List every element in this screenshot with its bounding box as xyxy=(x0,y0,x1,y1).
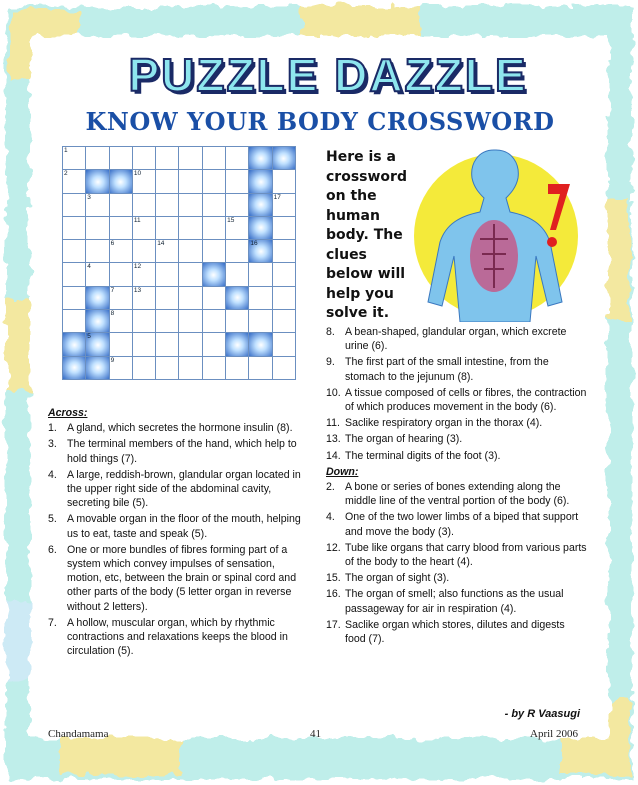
grid-cell[interactable] xyxy=(226,193,249,216)
clue-item-text: A hollow, muscular organ, which by rhythmic contractions and relaxations keeps the blood in circulation (5). xyxy=(67,616,288,658)
grid-cell[interactable] xyxy=(226,310,249,333)
clue-item-text: The terminal digits of the foot (3). xyxy=(345,449,501,462)
grid-cell[interactable] xyxy=(179,333,202,356)
clue-number: 13 xyxy=(133,286,142,294)
crossword-title: KNOW YOUR BODY CROSSWORD xyxy=(85,107,555,136)
grid-cell[interactable] xyxy=(226,356,249,379)
grid-cell[interactable] xyxy=(132,263,155,286)
clue-number: 17 xyxy=(273,193,281,201)
clue-item xyxy=(326,449,588,463)
grid-cell[interactable] xyxy=(63,170,86,193)
clue-item xyxy=(48,616,310,659)
grid-cell[interactable] xyxy=(272,333,295,356)
grid-cell[interactable] xyxy=(109,333,132,356)
down-heading: Down: xyxy=(326,465,359,478)
clue-item-text: A bone or series of bones extending along the middle line of the ventral portion of the body (6). xyxy=(345,481,570,508)
grid-cell[interactable] xyxy=(179,356,202,379)
grid-cell[interactable] xyxy=(249,310,272,333)
grid-cell-shaded xyxy=(226,286,249,309)
grid-cell[interactable] xyxy=(272,216,295,239)
grid-cell[interactable] xyxy=(156,170,179,193)
grid-cell[interactable] xyxy=(179,263,202,286)
grid-cell-shaded xyxy=(226,333,249,356)
grid-cell[interactable] xyxy=(202,310,225,333)
clue-item-text: Tube like organs that carry blood from various parts of the body to the heart (4). xyxy=(345,541,587,569)
clue-item-text: The first part of the small intestine, from the stomach to the jejunum (8). xyxy=(345,356,549,383)
grid-cell[interactable] xyxy=(132,216,155,239)
grid-cell[interactable] xyxy=(132,193,155,216)
banner-title: PUZZLE DAZZLE xyxy=(128,49,528,101)
clue-item xyxy=(326,587,588,615)
grid-cell-shaded xyxy=(63,356,86,379)
human-body-illustration xyxy=(398,144,580,322)
grid-cell[interactable] xyxy=(249,286,272,309)
grid-row xyxy=(63,333,296,356)
grid-cell[interactable] xyxy=(202,356,225,379)
grid-cell[interactable] xyxy=(132,333,155,356)
grid-cell[interactable] xyxy=(86,240,109,263)
grid-cell[interactable] xyxy=(272,170,295,193)
clue-number: 4 xyxy=(87,263,91,271)
clue-item xyxy=(326,480,588,508)
clue-item-text: A movable organ in the floor of the mouth, helping us to eat, taste and speak (5). xyxy=(67,513,301,540)
clue-item-number: 5. xyxy=(48,513,57,526)
grid-cell-shaded xyxy=(86,333,109,356)
grid-row xyxy=(63,216,296,239)
clue-number: 6 xyxy=(110,240,115,248)
clues-left-column xyxy=(48,406,310,660)
grid-row xyxy=(63,310,296,333)
clue-number: 14 xyxy=(157,240,165,248)
clue-number: 10 xyxy=(133,170,142,178)
grid-cell[interactable] xyxy=(132,310,155,333)
clue-number: 15 xyxy=(227,216,235,224)
grid-cell[interactable] xyxy=(156,333,179,356)
grid-cell[interactable] xyxy=(226,263,249,286)
grid-cell[interactable] xyxy=(226,216,249,239)
clue-item xyxy=(48,512,310,540)
clue-item-text: The organ of sight (3). xyxy=(345,572,450,585)
clue-item-text: A tissue composed of cells or fibres, the contraction of which produces movement in the body (6). xyxy=(345,386,587,414)
clue-item-number: 7. xyxy=(48,616,57,629)
grid-cell[interactable] xyxy=(179,147,202,170)
crossword-grid xyxy=(62,146,296,380)
grid-cell[interactable] xyxy=(202,216,225,239)
clue-item-number: 1. xyxy=(48,422,57,435)
grid-cell[interactable] xyxy=(109,240,132,263)
intro-text: Here is a crossword on the human body. The clues below will help you solve it. xyxy=(326,149,407,321)
grid-cell-shaded xyxy=(63,333,86,356)
clue-item-number: 15. xyxy=(326,572,341,585)
grid-cell[interactable] xyxy=(109,356,132,379)
clues-right-column xyxy=(326,325,588,648)
grid-cell[interactable] xyxy=(156,263,179,286)
clue-item-number: 14. xyxy=(326,449,341,462)
grid-cell[interactable] xyxy=(86,216,109,239)
grid-row xyxy=(63,240,296,263)
grid-cell[interactable] xyxy=(179,216,202,239)
grid-cell[interactable] xyxy=(109,147,132,170)
clue-item-number: 11. xyxy=(326,417,340,430)
clue-item-number: 8. xyxy=(326,326,335,338)
clue-item-text: The terminal members of the hand, which help to hold things (7). xyxy=(67,438,297,465)
across-clue-list xyxy=(48,421,310,658)
clue-item-number: 12. xyxy=(326,541,341,554)
clue-item-text: One or more bundles of fibres forming part of a system which convey impulses of sensation, motion, etc, between the brain or spinal cord and other parts of the body (5 letter organ in reverse without 2 letters). xyxy=(67,543,297,613)
grid-cell-shaded xyxy=(249,170,272,193)
grid-cell[interactable] xyxy=(63,310,86,333)
grid-cell[interactable] xyxy=(202,193,225,216)
grid-cell[interactable] xyxy=(179,286,202,309)
grid-cell[interactable] xyxy=(109,286,132,309)
footer-date: April 2006 xyxy=(530,728,578,740)
clue-item xyxy=(48,421,310,435)
clue-item-text: Saclike organ which stores, dilutes and digests food (7). xyxy=(345,618,565,646)
grid-cell-shaded xyxy=(249,193,272,216)
grid-cell[interactable] xyxy=(132,170,155,193)
clue-item-text: One of the two lower limbs of a biped that support and move the body (3). xyxy=(345,511,579,538)
clue-item-number: 16. xyxy=(326,588,341,601)
grid-cell[interactable] xyxy=(63,286,86,309)
clue-item-number: 9. xyxy=(326,356,335,369)
clue-item-number: 4. xyxy=(48,468,57,481)
clue-item xyxy=(48,468,310,511)
grid-cell[interactable] xyxy=(226,170,249,193)
down-clue-list xyxy=(326,480,588,646)
clue-item-text: A large, reddish-brown, glandular organ located in the upper right side of the abdominal cavity, secreting bile (5). xyxy=(67,468,301,510)
clue-item-number: 4. xyxy=(326,511,335,524)
clue-item-number: 13. xyxy=(326,433,341,446)
clue-number: 5 xyxy=(87,333,91,341)
grid-cell[interactable] xyxy=(179,193,202,216)
grid-cell[interactable] xyxy=(249,356,272,379)
grid-cell-shaded xyxy=(86,310,109,333)
clue-item-text: A bean-shaped, glandular organ, which excrete urine (6). xyxy=(345,326,567,353)
grid-cell[interactable] xyxy=(179,240,202,263)
grid-cell-shaded xyxy=(202,263,225,286)
grid-cell[interactable] xyxy=(202,147,225,170)
grid-cell-shaded xyxy=(272,147,295,170)
footer-page-number: 41 xyxy=(310,728,321,740)
clue-number: 9 xyxy=(110,356,115,364)
clue-item xyxy=(326,571,588,585)
grid-cell-shaded xyxy=(86,356,109,379)
grid-row xyxy=(63,193,296,216)
grid-cell-shaded xyxy=(249,147,272,170)
grid-cell-shaded xyxy=(249,240,272,263)
grid-cell[interactable] xyxy=(109,310,132,333)
grid-cell[interactable] xyxy=(63,263,86,286)
grid-cell[interactable] xyxy=(249,263,272,286)
clue-number: 16 xyxy=(250,240,258,248)
clue-item xyxy=(326,541,588,569)
grid-cell[interactable] xyxy=(63,216,86,239)
grid-cell[interactable] xyxy=(202,333,225,356)
clue-item xyxy=(326,325,588,353)
grid-row xyxy=(63,263,296,286)
grid-cell[interactable] xyxy=(272,286,295,309)
clue-item-number: 10. xyxy=(326,386,341,399)
clue-item-text: A gland, which secretes the hormone insulin (8). xyxy=(67,422,293,435)
grid-cell[interactable] xyxy=(272,263,295,286)
grid-row xyxy=(63,170,296,193)
grid-cell[interactable] xyxy=(156,310,179,333)
grid-cell[interactable] xyxy=(63,240,86,263)
clue-item-number: 2. xyxy=(326,481,335,494)
grid-cell[interactable] xyxy=(63,193,86,216)
grid-cell[interactable] xyxy=(156,193,179,216)
grid-cell[interactable] xyxy=(226,147,249,170)
grid-cell[interactable] xyxy=(179,170,202,193)
grid-cell[interactable] xyxy=(156,216,179,239)
grid-cell[interactable] xyxy=(179,310,202,333)
across-heading: Across: xyxy=(48,407,88,419)
clue-number: 3 xyxy=(87,193,91,201)
grid-cell[interactable] xyxy=(156,356,179,379)
grid-cell-shaded xyxy=(249,333,272,356)
grid-row xyxy=(63,147,296,170)
grid-cell[interactable] xyxy=(156,147,179,170)
grid-cell[interactable] xyxy=(226,240,249,263)
grid-cell[interactable] xyxy=(132,240,155,263)
grid-cell[interactable] xyxy=(156,286,179,309)
grid-cell[interactable] xyxy=(202,170,225,193)
clue-item-text: Saclike respiratory organ in the thorax (4). xyxy=(345,417,543,430)
footer-magazine: Chandamama xyxy=(48,728,109,740)
grid-cell-shaded xyxy=(249,216,272,239)
grid-cell[interactable] xyxy=(272,193,295,216)
grid-cell[interactable] xyxy=(109,216,132,239)
clue-item xyxy=(48,437,310,465)
clue-number: 7 xyxy=(110,286,115,294)
grid-cell[interactable] xyxy=(109,193,132,216)
clue-item xyxy=(326,510,588,538)
clue-item xyxy=(326,618,588,646)
clue-number: 1 xyxy=(64,147,68,154)
clue-item xyxy=(48,543,310,614)
clue-item-text: The organ of smell; also functions as the usual passageway for air in respiration (4). xyxy=(345,588,564,615)
grid-cell[interactable] xyxy=(272,240,295,263)
grid-row xyxy=(63,356,296,379)
grid-cell[interactable] xyxy=(132,286,155,309)
grid-cell[interactable] xyxy=(272,356,295,379)
clue-number: 8 xyxy=(110,310,115,318)
grid-cell[interactable] xyxy=(86,147,109,170)
grid-cell[interactable] xyxy=(202,286,225,309)
clue-item-number: 6. xyxy=(48,543,57,556)
clue-item xyxy=(326,432,588,446)
grid-cell-shaded xyxy=(86,286,109,309)
clue-item xyxy=(326,355,588,383)
clue-item-number: 3. xyxy=(48,438,57,451)
clue-item-number: 17. xyxy=(326,618,341,631)
clue-number: 11 xyxy=(133,216,141,224)
grid-cell-shaded xyxy=(86,170,109,193)
clue-item xyxy=(326,416,588,430)
grid-row xyxy=(63,286,296,309)
grid-cell-shaded xyxy=(109,170,132,193)
author-byline: - by R Vaasugi xyxy=(504,708,580,720)
grid-cell[interactable] xyxy=(86,263,109,286)
across-clue-list-continued xyxy=(326,325,588,463)
clue-item-text: The organ of hearing (3). xyxy=(345,433,463,446)
clue-number: 12 xyxy=(133,263,142,271)
clue-item xyxy=(326,386,588,414)
grid-cell[interactable] xyxy=(63,147,86,170)
clue-number: 2 xyxy=(64,170,68,178)
grid-cell[interactable] xyxy=(272,310,295,333)
grid-cell[interactable] xyxy=(109,263,132,286)
grid-cell[interactable] xyxy=(156,240,179,263)
grid-cell[interactable] xyxy=(202,240,225,263)
grid-cell[interactable] xyxy=(86,193,109,216)
grid-cell[interactable] xyxy=(132,356,155,379)
grid-cell[interactable] xyxy=(132,147,155,170)
